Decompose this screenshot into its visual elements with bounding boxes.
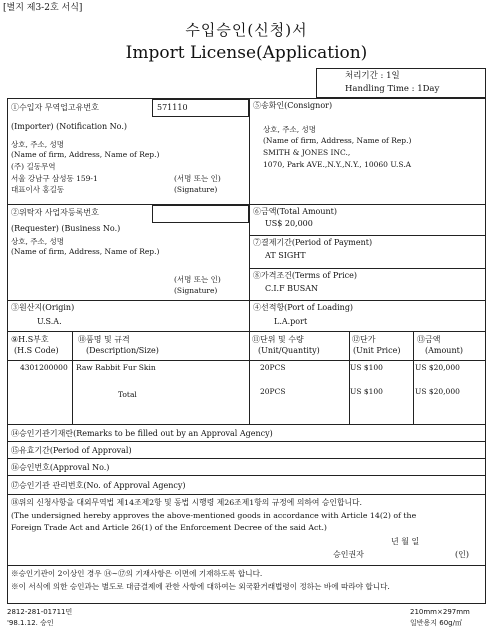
handling-period-ko: 처리기간 : 1일 bbox=[345, 71, 400, 81]
requester-heading: ②위탁자 사업자등록번호 bbox=[11, 208, 99, 217]
statement-seal: (인) bbox=[455, 550, 469, 559]
amount-heading: ⑥금액(Total Amount) bbox=[253, 207, 338, 216]
desc-header-en: (Description/Size) bbox=[86, 346, 159, 355]
statement-en-1: (The undersigned hereby approves the above-mentioned goods in accordance with Article 14(2) of the bbox=[11, 511, 417, 520]
hs-header-ko: ⑨H.S부호 bbox=[11, 335, 49, 344]
terms-heading: ⑧가격조건(Terms of Price) bbox=[253, 271, 357, 280]
consignor-heading: ⑤송화인(Consignor) bbox=[253, 101, 333, 110]
importer-firm: (주) 길동무역 bbox=[11, 162, 56, 171]
amount-header-ko: ⑬금액 bbox=[417, 335, 441, 344]
goods-total-price: US $100 bbox=[350, 387, 383, 396]
importer-sign-en: (Signature) bbox=[174, 185, 218, 194]
goods-price: US $100 bbox=[350, 363, 383, 372]
terms-value: C.I.F BUSAN bbox=[265, 284, 319, 293]
importer-number: 571110 bbox=[157, 103, 188, 112]
approval-remarks: ⑭승인기관기재란(Remarks to be filled out by an Approval Agency) bbox=[11, 429, 273, 438]
handling-time-box bbox=[316, 68, 486, 98]
payment-heading: ⑦결제기간(Period of Payment) bbox=[253, 238, 373, 247]
importer-sign-ko: (서명 또는 인) bbox=[174, 174, 221, 183]
qty-header-ko: ⑪단위 및 수량 bbox=[252, 335, 304, 344]
footer-paper: 일반용지 60g/㎡ bbox=[410, 619, 462, 627]
footer-date: '98.1.12. 승인 bbox=[7, 619, 54, 627]
loading-heading: ④선적항(Port of Loading) bbox=[253, 303, 354, 312]
consignor-address: 1070, Park AVE.,N.Y.,N.Y., 10060 U.S.A bbox=[263, 160, 412, 169]
approval-agency-number: ⑰승인기관 관리번호(No. of Approval Agency) bbox=[11, 481, 186, 490]
amount-value: US$ 20,000 bbox=[265, 219, 313, 228]
note-2: ※이 서식에 의한 승인과는 별도로 대금결제에 관한 사항에 대하여는 외국환거래법령이 정하는 바에 따라야 합니다. bbox=[11, 582, 390, 591]
origin-value: U.S.A. bbox=[37, 317, 62, 326]
statement-ko: ⑱위의 신청사항을 대외무역법 제14조제2항 및 동법 시행령 제26조제1항의 규정에 의하여 승인합니다. bbox=[11, 498, 363, 507]
approval-number: ⑯승인번호(Approval No.) bbox=[11, 463, 110, 472]
importer-rep: 대표이사 홍길동 bbox=[11, 185, 65, 194]
consignor-firm: SMITH & JONES INC., bbox=[263, 148, 351, 157]
importer-sublabel: (Importer) (Notification No.) bbox=[11, 122, 127, 131]
title-english: Import License(Application) bbox=[125, 43, 368, 63]
requester-name-label-en: (Name of firm, Address, Name of Rep.) bbox=[11, 247, 160, 256]
form-tag: [별지 제3-2호 서식] bbox=[3, 3, 83, 13]
desc-header-ko: ⑩품명 및 규격 bbox=[78, 335, 130, 344]
requester-sublabel: (Requester) (Business No.) bbox=[11, 224, 121, 233]
requester-number-box bbox=[152, 205, 249, 223]
goods-total-label: Total bbox=[118, 390, 137, 399]
price-header-en: (Unit Price) bbox=[353, 346, 401, 355]
handling-period-en: Handling Time : 1Day bbox=[345, 84, 440, 94]
goods-total-qty: 20PCS bbox=[260, 387, 286, 396]
importer-address: 서울 강남구 삼성동 159-1 bbox=[11, 174, 98, 183]
requester-name-label-ko: 상호, 주소, 성명 bbox=[11, 237, 65, 246]
importer-name-label-ko: 상호, 주소, 성명 bbox=[11, 140, 65, 149]
hs-header-en: (H.S Code) bbox=[14, 346, 59, 355]
payment-value: AT SIGHT bbox=[265, 251, 306, 260]
amount-header-en: (Amount) bbox=[425, 346, 463, 355]
note-1: ※승인기관이 2이상인 경우 ⑭~⑰의 기재사항은 이면에 기재하도록 합니다. bbox=[11, 569, 263, 578]
goods-desc: Raw Rabbit Fur Skin bbox=[76, 363, 156, 372]
approval-period: ⑮유효기간(Period of Approval) bbox=[11, 446, 132, 455]
statement-approver: 승인권자 bbox=[333, 550, 364, 559]
goods-qty: 20PCS bbox=[260, 363, 286, 372]
qty-header-en: (Unit/Quantity) bbox=[258, 346, 320, 355]
footer-size: 210mm×297mm bbox=[410, 608, 470, 616]
statement-en-2: Foreign Trade Act and Article 26(1) of the Enforcement Decree of the said Act.) bbox=[11, 523, 327, 532]
loading-value: L.A.port bbox=[274, 317, 308, 326]
origin-heading: ③원산지(Origin) bbox=[11, 303, 75, 312]
consignor-name-label-en: (Name of firm, Address, Name of Rep.) bbox=[263, 136, 412, 145]
title-korean: 수입승인(신청)서 bbox=[185, 21, 308, 39]
requester-sign-ko: (서명 또는 인) bbox=[174, 275, 221, 284]
consignor-name-label-ko: 상호, 주소, 성명 bbox=[263, 125, 317, 134]
importer-name-label-en: (Name of firm, Address, Name of Rep.) bbox=[11, 150, 160, 159]
importer-heading: ①수입자 무역업고유번호 bbox=[11, 103, 99, 112]
price-header-ko: ⑫단가 bbox=[352, 335, 376, 344]
requester-sign-en: (Signature) bbox=[174, 286, 218, 295]
goods-hs: 4301200000 bbox=[20, 363, 68, 372]
statement-date: 년 월 일 bbox=[391, 537, 420, 546]
goods-total-amount: US $20,000 bbox=[415, 387, 460, 396]
footer-code: 2812-281-01711민 bbox=[7, 608, 73, 616]
goods-amount: US $20,000 bbox=[415, 363, 460, 372]
